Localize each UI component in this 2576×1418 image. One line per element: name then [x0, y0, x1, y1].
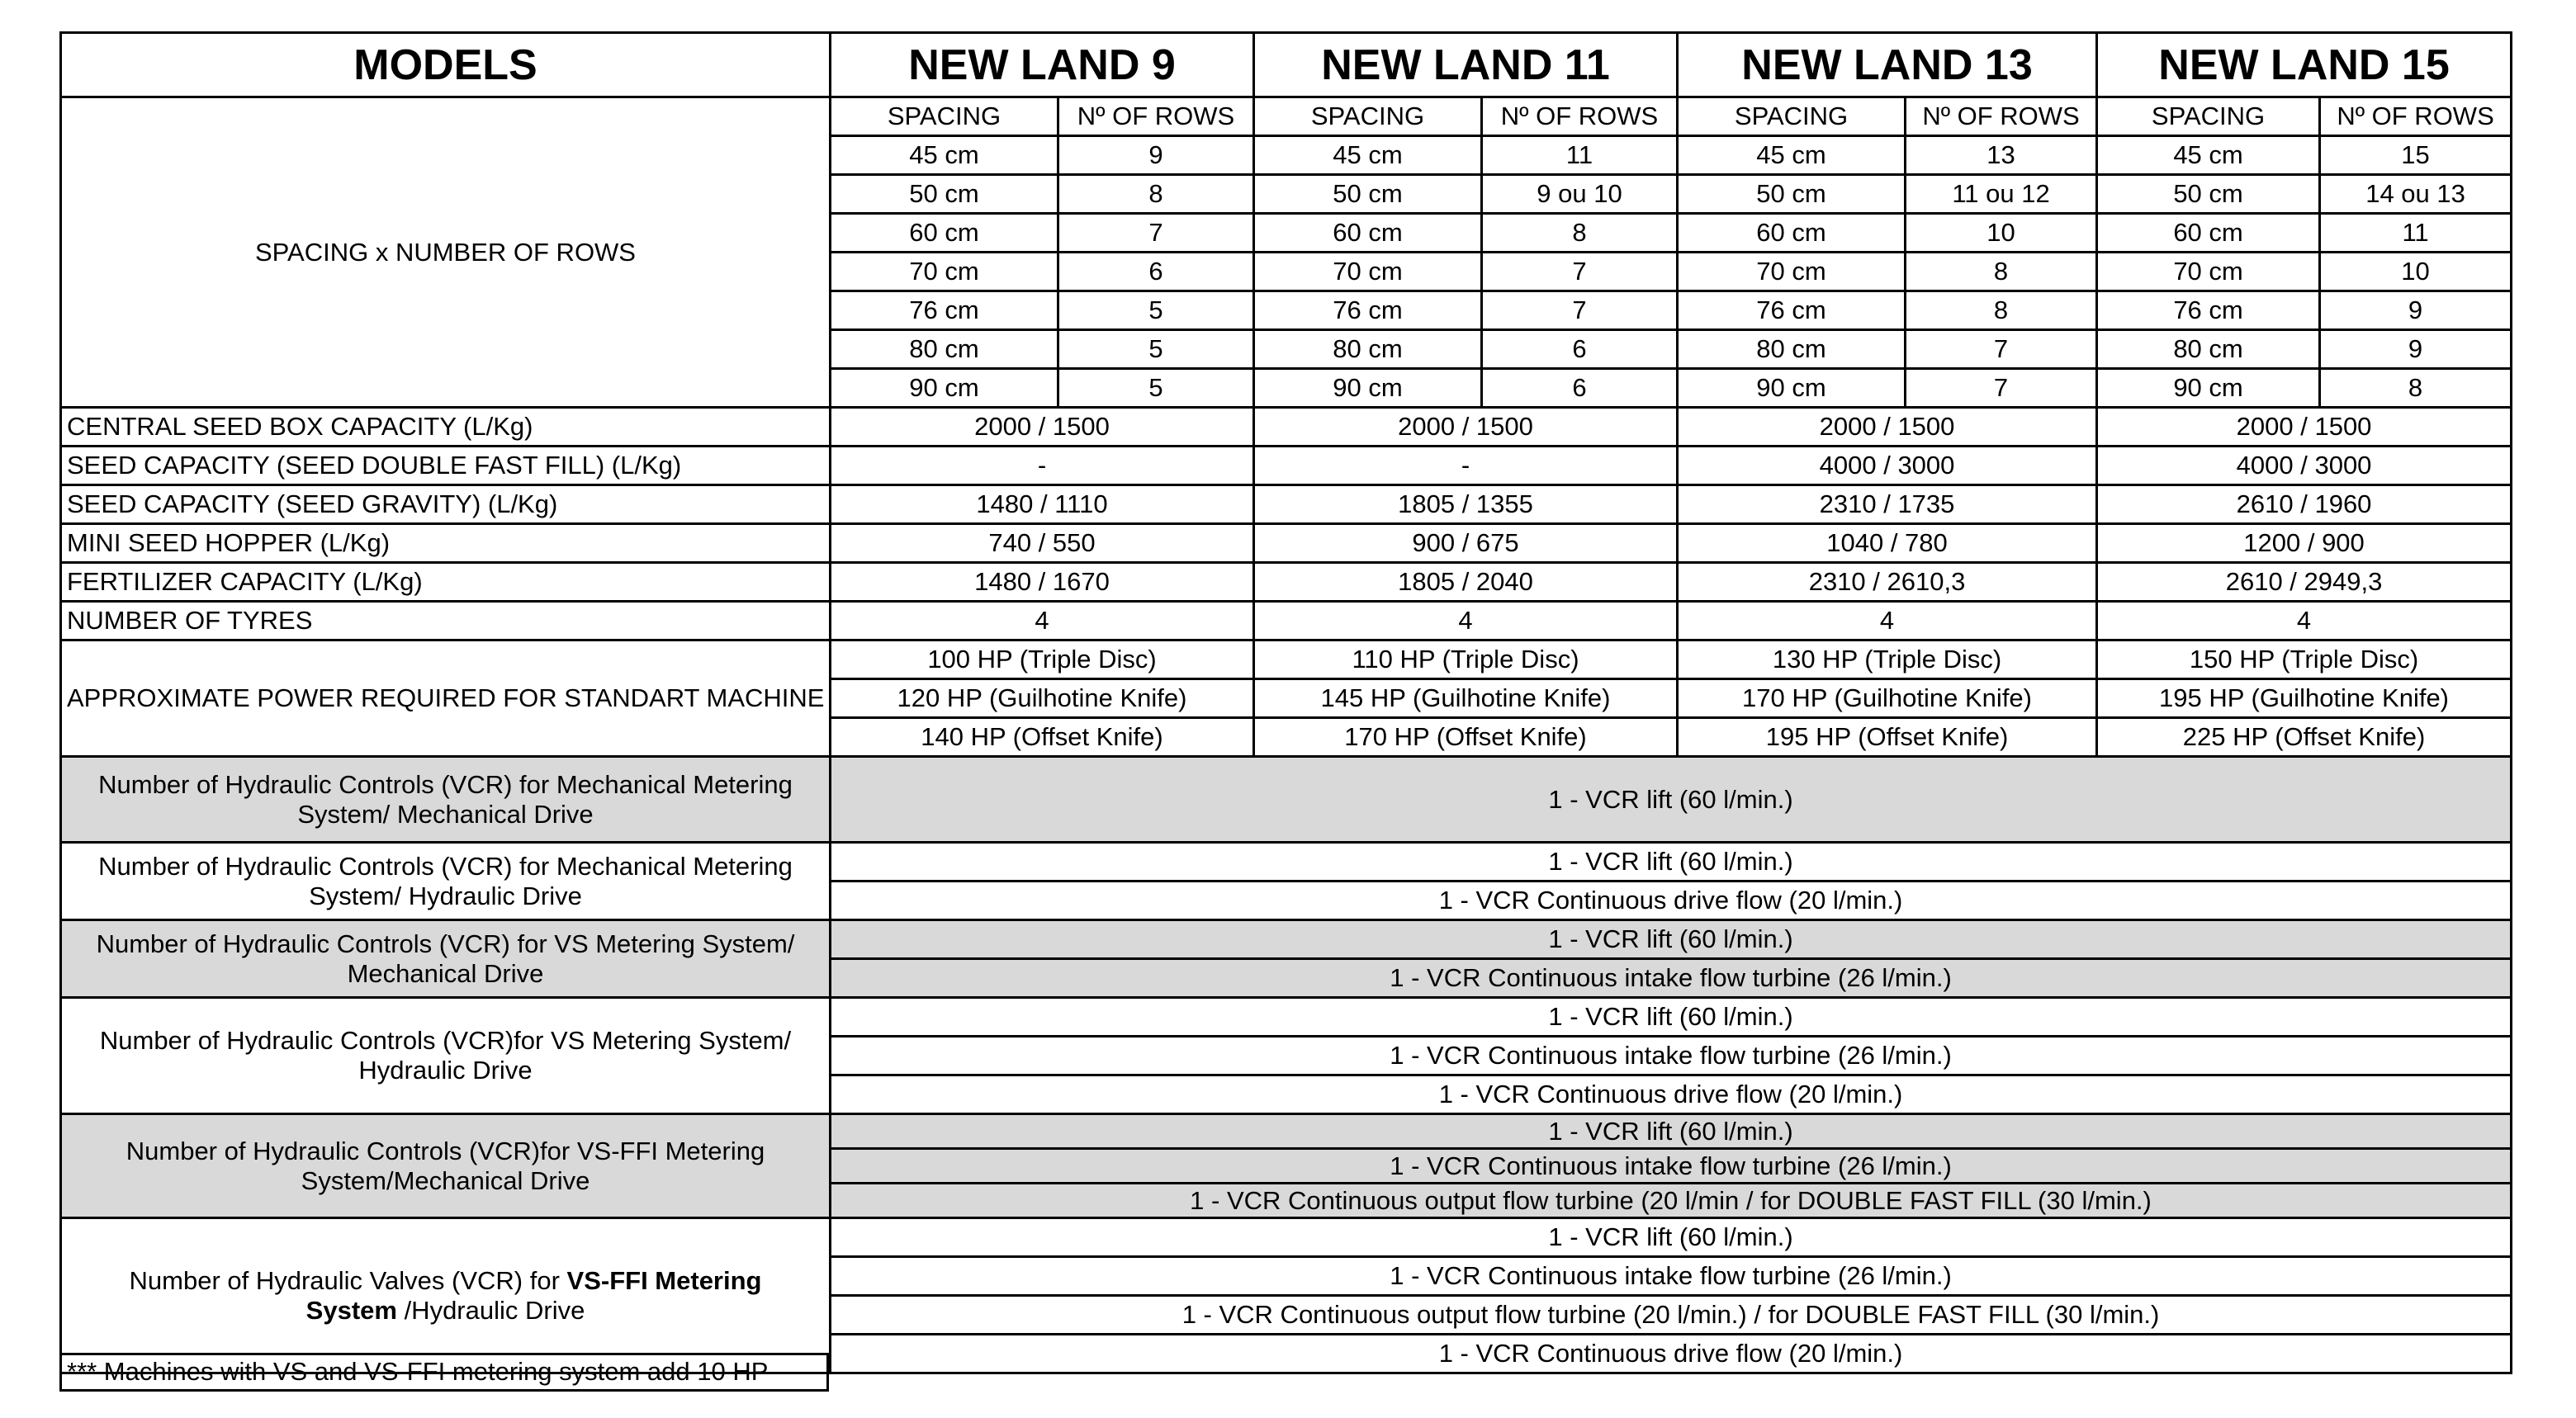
- row-count: 9 ou 10: [1482, 175, 1678, 214]
- header-row: [61, 33, 2512, 97]
- spacing-value: 70 cm: [1678, 253, 1906, 291]
- capacity-value: 740 / 550: [831, 524, 1254, 563]
- hydraulic-row: [61, 998, 2512, 1037]
- capacity-row: [61, 602, 2512, 640]
- hydraulic-label-bold: VS-FFI Metering: [566, 1265, 762, 1295]
- capacity-value: 2000 / 1500: [1678, 408, 2097, 447]
- rows-subheader: Nº OF ROWS: [1482, 97, 1678, 136]
- row-count: 9: [2320, 330, 2512, 369]
- spacing-value: 80 cm: [2097, 330, 2320, 369]
- capacity-value: 1805 / 2040: [1254, 563, 1678, 602]
- row-count: 8: [1482, 214, 1678, 253]
- rows-subheader: Nº OF ROWS: [1058, 97, 1254, 136]
- row-count: 11 ou 12: [1906, 175, 2097, 214]
- hydraulic-value: 1 - VCR lift (60 l/min.): [831, 1114, 2512, 1149]
- models-header: MODELS: [61, 33, 831, 97]
- power-value: 195 HP (Guilhotine Knife): [2097, 679, 2512, 718]
- hydraulic-label: Number of Hydraulic Controls (VCR)for VS Metering System/ Hydraulic Drive: [61, 998, 831, 1114]
- capacity-label: MINI SEED HOPPER (L/Kg): [61, 524, 831, 563]
- spacing-value: 45 cm: [1678, 136, 1906, 175]
- capacity-row: [61, 524, 2512, 563]
- power-value: 130 HP (Triple Disc): [1678, 640, 2097, 679]
- spacing-value: 60 cm: [831, 214, 1058, 253]
- hydraulic-label: Number of Hydraulic Controls (VCR) for Mechanical Metering System/ Hydraulic Drive: [61, 843, 831, 920]
- row-count: 7: [1906, 369, 2097, 408]
- spacing-value: 90 cm: [1678, 369, 1906, 408]
- spacing-value: 45 cm: [1254, 136, 1482, 175]
- row-count: 13: [1906, 136, 2097, 175]
- spacing-section-label: SPACING x NUMBER OF ROWS: [61, 97, 831, 408]
- row-count: 7: [1906, 330, 2097, 369]
- hydraulic-value: 1 - VCR lift (60 l/min.): [831, 757, 2512, 843]
- hydraulic-value: 1 - VCR lift (60 l/min.): [831, 998, 2512, 1037]
- hydraulic-row: [61, 757, 2512, 843]
- row-count: 10: [2320, 253, 2512, 291]
- spacing-value: 70 cm: [2097, 253, 2320, 291]
- capacity-value: 1805 / 1355: [1254, 485, 1678, 524]
- row-count: 15: [2320, 136, 2512, 175]
- spacing-value: 50 cm: [831, 175, 1058, 214]
- spacing-subheader: SPACING: [2097, 97, 2320, 136]
- row-count: 6: [1058, 253, 1254, 291]
- capacity-row: [61, 447, 2512, 485]
- capacity-label: SEED CAPACITY (SEED GRAVITY) (L/Kg): [61, 485, 831, 524]
- row-count: 8: [1058, 175, 1254, 214]
- model-new-land-15: NEW LAND 15: [2097, 33, 2512, 97]
- capacity-value: 1040 / 780: [1678, 524, 2097, 563]
- hydraulic-label-text: /Hydraulic Drive: [396, 1295, 585, 1325]
- hydraulic-label: Number of Hydraulic Controls (VCR)for VS-FFI Metering System/Mechanical Drive: [61, 1114, 831, 1218]
- model-new-land-11: NEW LAND 11: [1254, 33, 1678, 97]
- capacity-value: 900 / 675: [1254, 524, 1678, 563]
- capacity-label: NUMBER OF TYRES: [61, 602, 831, 640]
- spacing-value: 90 cm: [831, 369, 1058, 408]
- power-value: 100 HP (Triple Disc): [831, 640, 1254, 679]
- rows-subheader: Nº OF ROWS: [1906, 97, 2097, 136]
- row-count: 9: [1058, 136, 1254, 175]
- hydraulic-row: [61, 843, 2512, 882]
- hydraulic-value: 1 - VCR Continuous intake flow turbine (26 l/min.): [831, 1149, 2512, 1184]
- capacity-value: -: [1254, 447, 1678, 485]
- capacity-value: 2310 / 2610,3: [1678, 563, 2097, 602]
- capacity-label: FERTILIZER CAPACITY (L/Kg): [61, 563, 831, 602]
- hydraulic-value: 1 - VCR lift (60 l/min.): [831, 1218, 2512, 1257]
- hydraulic-value: 1 - VCR Continuous intake flow turbine (26 l/min.): [831, 959, 2512, 998]
- spacing-value: 80 cm: [1678, 330, 1906, 369]
- capacity-value: 1480 / 1110: [831, 485, 1254, 524]
- capacity-row: [61, 485, 2512, 524]
- power-value: 225 HP (Offset Knife): [2097, 718, 2512, 757]
- row-count: 8: [1906, 291, 2097, 330]
- row-count: 5: [1058, 330, 1254, 369]
- model-new-land-9: NEW LAND 9: [831, 33, 1254, 97]
- row-count: 14 ou 13: [2320, 175, 2512, 214]
- power-row: [61, 640, 2512, 679]
- hydraulic-value: 1 - VCR Continuous drive flow (20 l/min.): [831, 882, 2512, 920]
- power-label: APPROXIMATE POWER REQUIRED FOR STANDART MACHINE: [61, 640, 831, 757]
- hydraulic-value: 1 - VCR Continuous drive flow (20 l/min.): [831, 1335, 2512, 1373]
- hydraulic-value: 1 - VCR Continuous output flow turbine (20 l/min.) / for DOUBLE FAST FILL (30 l/min.): [831, 1296, 2512, 1335]
- capacity-value: 4: [1254, 602, 1678, 640]
- row-count: 6: [1482, 369, 1678, 408]
- power-value: 140 HP (Offset Knife): [831, 718, 1254, 757]
- capacity-value: 1480 / 1670: [831, 563, 1254, 602]
- hydraulic-value: 1 - VCR lift (60 l/min.): [831, 920, 2512, 959]
- spacing-value: 50 cm: [2097, 175, 2320, 214]
- spacing-value: 70 cm: [1254, 253, 1482, 291]
- row-count: 9: [2320, 291, 2512, 330]
- hydraulic-value: 1 - VCR Continuous drive flow (20 l/min.): [831, 1075, 2512, 1114]
- subheader-row: [61, 97, 2512, 136]
- capacity-value: 2610 / 1960: [2097, 485, 2512, 524]
- spacing-value: 80 cm: [1254, 330, 1482, 369]
- spacing-value: 90 cm: [2097, 369, 2320, 408]
- hydraulic-row: [61, 1218, 2512, 1257]
- row-count: 5: [1058, 291, 1254, 330]
- row-count: 7: [1482, 253, 1678, 291]
- capacity-value: 2000 / 1500: [2097, 408, 2512, 447]
- capacity-row: [61, 408, 2512, 447]
- power-value: 195 HP (Offset Knife): [1678, 718, 2097, 757]
- spacing-value: 60 cm: [1254, 214, 1482, 253]
- hydraulic-label: [61, 1218, 831, 1373]
- power-value: 150 HP (Triple Disc): [2097, 640, 2512, 679]
- spacing-value: 50 cm: [1254, 175, 1482, 214]
- capacity-value: 2000 / 1500: [1254, 408, 1678, 447]
- row-count: 5: [1058, 369, 1254, 408]
- spacing-subheader: SPACING: [1254, 97, 1482, 136]
- row-count: 10: [1906, 214, 2097, 253]
- spacing-value: 60 cm: [1678, 214, 1906, 253]
- spacing-value: 45 cm: [2097, 136, 2320, 175]
- capacity-value: 2000 / 1500: [831, 408, 1254, 447]
- row-count: 7: [1482, 291, 1678, 330]
- capacity-value: 4000 / 3000: [1678, 447, 2097, 485]
- hydraulic-row: [61, 1114, 2512, 1149]
- spacing-value: 60 cm: [2097, 214, 2320, 253]
- hydraulic-label: Number of Hydraulic Controls (VCR) for Mechanical Metering System/ Mechanical Drive: [61, 757, 831, 843]
- capacity-value: 2310 / 1735: [1678, 485, 2097, 524]
- spacing-value: 45 cm: [831, 136, 1058, 175]
- spacing-value: 76 cm: [831, 291, 1058, 330]
- capacity-value: -: [831, 447, 1254, 485]
- hydraulic-value: 1 - VCR Continuous intake flow turbine (26 l/min.): [831, 1037, 2512, 1075]
- capacity-value: 4000 / 3000: [2097, 447, 2512, 485]
- row-count: 8: [2320, 369, 2512, 408]
- spacing-subheader: SPACING: [831, 97, 1058, 136]
- spec-table: [59, 31, 2512, 1374]
- model-new-land-13: NEW LAND 13: [1678, 33, 2097, 97]
- capacity-value: 1200 / 900: [2097, 524, 2512, 563]
- capacity-value: 4: [831, 602, 1254, 640]
- capacity-value: 2610 / 2949,3: [2097, 563, 2512, 602]
- power-value: 120 HP (Guilhotine Knife): [831, 679, 1254, 718]
- capacity-value: 4: [1678, 602, 2097, 640]
- hydraulic-value: 1 - VCR Continuous output flow turbine (20 l/min / for DOUBLE FAST FILL (30 l/min.): [831, 1184, 2512, 1218]
- row-count: 11: [1482, 136, 1678, 175]
- row-count: 8: [1906, 253, 2097, 291]
- hydraulic-row: [61, 920, 2512, 959]
- hydraulic-rows: [61, 757, 2512, 1373]
- hydraulic-label-text: Number of Hydraulic Valves (VCR) for: [129, 1265, 567, 1295]
- power-value: 145 HP (Guilhotine Knife): [1254, 679, 1678, 718]
- power-value: 110 HP (Triple Disc): [1254, 640, 1678, 679]
- capacity-label: SEED CAPACITY (SEED DOUBLE FAST FILL) (L/Kg): [61, 447, 831, 485]
- row-count: 6: [1482, 330, 1678, 369]
- spacing-value: 76 cm: [1678, 291, 1906, 330]
- capacity-rows: [61, 408, 2512, 640]
- hydraulic-label-bold: System: [305, 1295, 397, 1325]
- rows-subheader: Nº OF ROWS: [2320, 97, 2512, 136]
- hydraulic-label: Number of Hydraulic Controls (VCR) for VS Metering System/ Mechanical Drive: [61, 920, 831, 998]
- footnote: *** Machines with VS and VS-FFI metering system add 10 HP: [59, 1353, 829, 1392]
- spacing-subheader: SPACING: [1678, 97, 1906, 136]
- capacity-value: 4: [2097, 602, 2512, 640]
- row-count: 11: [2320, 214, 2512, 253]
- spacing-value: 76 cm: [1254, 291, 1482, 330]
- spacing-value: 50 cm: [1678, 175, 1906, 214]
- hydraulic-value: 1 - VCR lift (60 l/min.): [831, 843, 2512, 882]
- hydraulic-value: 1 - VCR Continuous intake flow turbine (26 l/min.): [831, 1257, 2512, 1296]
- spacing-value: 76 cm: [2097, 291, 2320, 330]
- capacity-row: [61, 563, 2512, 602]
- power-value: 170 HP (Guilhotine Knife): [1678, 679, 2097, 718]
- row-count: 7: [1058, 214, 1254, 253]
- spacing-value: 80 cm: [831, 330, 1058, 369]
- power-value: 170 HP (Offset Knife): [1254, 718, 1678, 757]
- capacity-label: CENTRAL SEED BOX CAPACITY (L/Kg): [61, 408, 831, 447]
- spacing-value: 90 cm: [1254, 369, 1482, 408]
- spacing-value: 70 cm: [831, 253, 1058, 291]
- power-rows: [61, 640, 2512, 757]
